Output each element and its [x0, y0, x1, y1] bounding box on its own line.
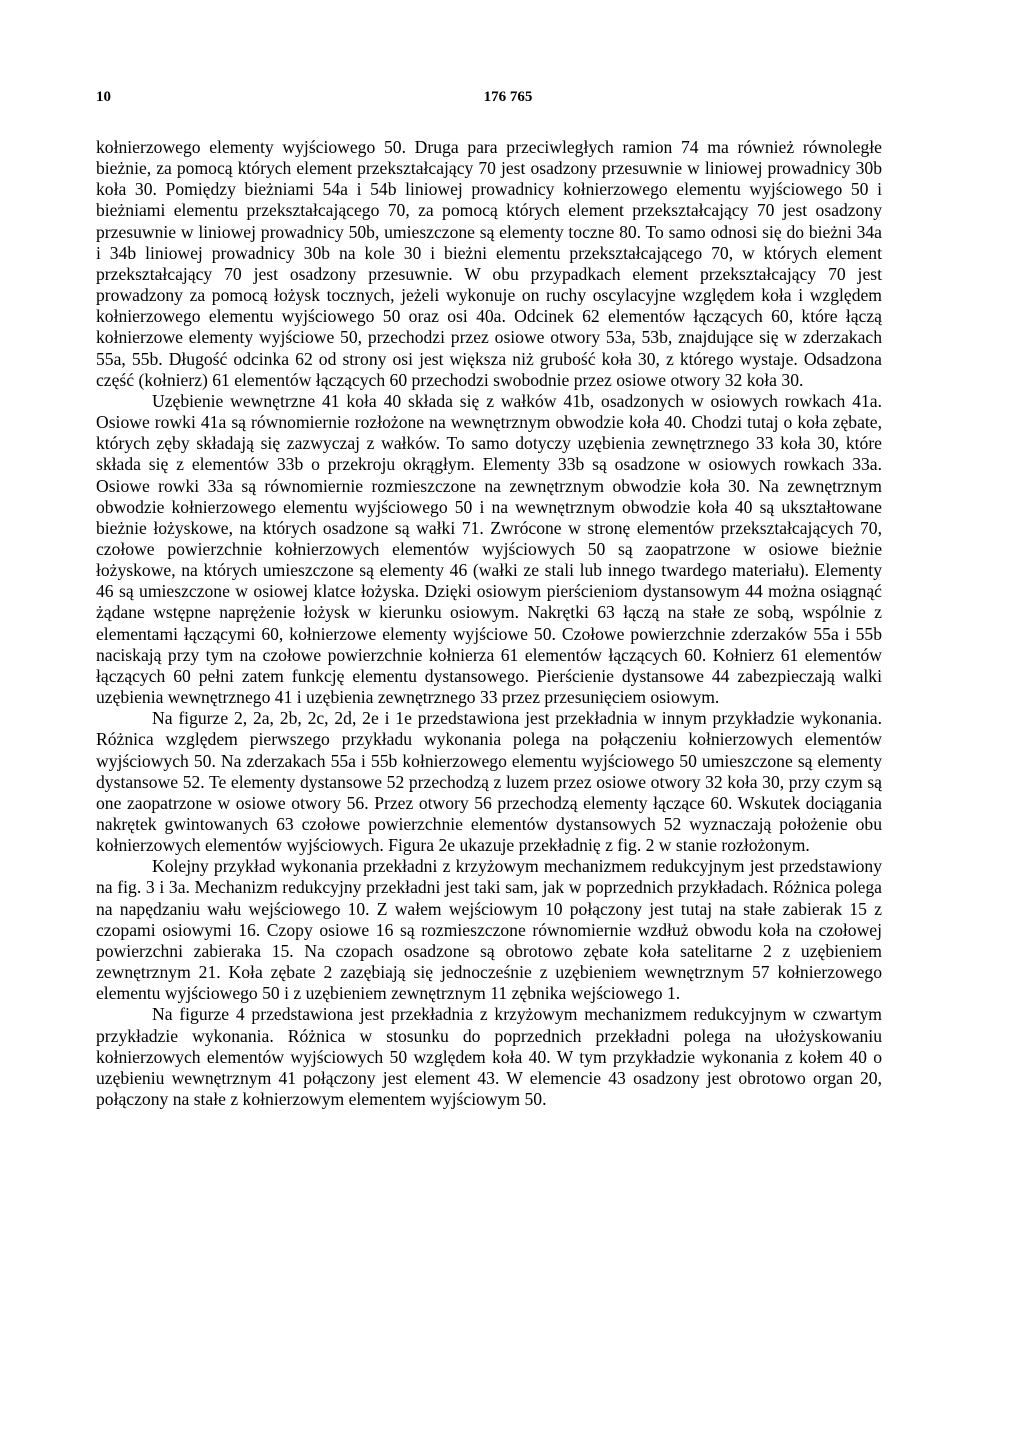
patent-number: 176 765 [483, 89, 533, 105]
page-header [96, 89, 920, 111]
paragraph: Kolejny przykład wykonania przekładni z krzyżowym mechanizmem redukcyjnym jest przedstawiony na fig. 3 i 3a. Mechanizm redukcyjny przekładni jest taki sam, jak w poprzednich przykładach. Różnica polega na napędzaniu wału wejściowego 10. Z wałem wejściowym 10 połączony jest tutaj na stałe zabierak 15 z czopami osiowymi 16. Czopy osiowe 16 są rozmieszczone równomiernie wzdłuż obwodu koła na czołowej powierzchni zabieraka 15. Na czopach osadzone są obrotowo zębate koła satelitarne 2 z uzębieniem zewnętrznym 21. Koła zębate 2 zazębiają się jednocześnie z uzębieniem wewnętrznym 57 kołnierzowego elementu wyjściowego 50 i z uzębieniem zewnętrznym 11 zębnika wejściowego 1. [96, 856, 882, 1004]
paragraph: Na figurze 4 przedstawiona jest przekładnia z krzyżowym mechanizmem redukcyjnym w czwartym przykładzie wykonania. Różnica w stosunku do poprzednich przekładni polega na ułożyskowaniu kołnierzowych elementów wyjściowych 50 względem koła 40. W tym przykładzie wykonania z kołem 40 o uzębieniu wewnętrznym 41 połączony jest element 43. W elemencie 43 osadzony jest obrotowo organ 20, połączony na stałe z kołnierzowym elementem wyjściowym 50. [96, 1004, 882, 1110]
paragraph: Na figurze 2, 2a, 2b, 2c, 2d, 2e i 1e przedstawiona jest przekładnia w innym przykładzie wykonania. Różnica względem pierwszego przykładu wykonania polega na połączeniu kołnierzowych elementów wyjściowych 50. Na zderzakach 55a i 55b kołnierzowego elementu wyjściowego 50 umieszczone są elementy dystansowe 52. Te elementy dystansowe 52 przechodzą z luzem przez osiowe otwory 32 koła 30, przy czym są one zaopatrzone w osiowe otwory 56. Przez otwory 56 przechodzą elementy łączące 60. Wskutek dociągania nakrętek gwintowanych 63 czołowe powierzchnie elementów dystansowych 52 wyznaczają położenie obu kołnierzowych elementów wyjściowych. Figura 2e ukazuje przekładnię z fig. 2 w stanie rozłożonym. [96, 708, 882, 856]
paragraph: kołnierzowego elementy wyjściowego 50. Druga para przeciwległych ramion 74 ma również równoległe bieżnie, za pomocą których element przekształcający 70 jest osadzony przesuwnie w liniowej prowadnicy 30b koła 30. Pomiędzy bieżniami 54a i 54b liniowej prowadnicy kołnierzowego elementu wyjściowego 50 i bieżniami elementu przekształcającego 70, za pomocą których element przekształcający 70 jest osadzony przesuwnie w liniowej prowadnicy 50b, umieszczone są elementy toczne 80. To samo odnosi się do bieżni 34a i 34b liniowej prowadnicy 30b na kole 30 i bieżni elementu przekształcającego 70, w których element przekształcający 70 jest osadzony przesuwnie. W obu przypadkach element przekształcający 70 jest prowadzony za pomocą łożysk tocznych, jeżeli wykonuje on ruchy oscylacyjne względem koła i względem kołnierzowego elementu wyjściowego 50 oraz osi 40a. Odcinek 62 elementów łączących 60, które łączą kołnierzowe elementy wyjściowe 50, przechodzi przez osiowe otwory 53a, 53b, znajdujące się w zderzakach 55a, 55b. Długość odcinka 62 od strony osi jest większa niż grubość koła 30, z którego wystaje. Odsadzona część (kołnierz) 61 elementów łączących 60 przechodzi swobodnie przez osiowe otwory 32 koła 30. [96, 137, 882, 390]
document-body [96, 137, 882, 1110]
page-number: 10 [96, 89, 111, 105]
paragraph: Uzębienie wewnętrzne 41 koła 40 składa się z wałków 41b, osadzonych w osiowych rowkach 41a. Osiowe rowki 41a są równomiernie rozłożone na wewnętrznym obwodzie koła 40. Chodzi tutaj o koła zębate, których zęby składają się zazwyczaj z wałków. To samo dotyczy uzębienia zewnętrznego 33 koła 30, które składa się z elementów 33b o przekroju okrągłym. Elementy 33b są osadzone w osiowych rowkach 33a. Osiowe rowki 33a są równomiernie rozmieszczone na zewnętrznym obwodzie koła 30. Na zewnętrznym obwodzie kołnierzowego elementu wyjściowego 50 i na wewnętrznym obwodzie koła 40 są ukształtowane bieżnie łożyskowe, na których osadzone są wałki 71. Zwrócone w stronę elementów przekształcających 70, czołowe powierzchnie kołnierzowych elementów wyjściowych 50 są zaopatrzone w osiowe bieżnie łożyskowe, na których umieszczone są elementy 46 (wałki ze stali lub innego twardego materiału). Elementy 46 są umieszczone w osiowej klatce łożyska. Dzięki osiowym pierścieniom dystansowym 44 można osiągnąć żądane wstępne naprężenie łożysk w kierunku osiowym. Nakrętki 63 łączą na stałe ze sobą, wspólnie z elementami łączącymi 60, kołnierzowe elementy wyjściowe 50. Czołowe powierzchnie zderzaków 55a i 55b naciskają przy tym na czołowe powierzchnie kołnierza 61 elementów łączących 60. Kołnierz 61 elementów łączących 60 pełni zatem funkcję elementu dystansowego. Pierścienie dystansowe 44 zabezpieczają walki uzębienia wewnętrznego 41 i uzębienia zewnętrznego 33 przez przesunięciem osiowym. [96, 390, 882, 708]
